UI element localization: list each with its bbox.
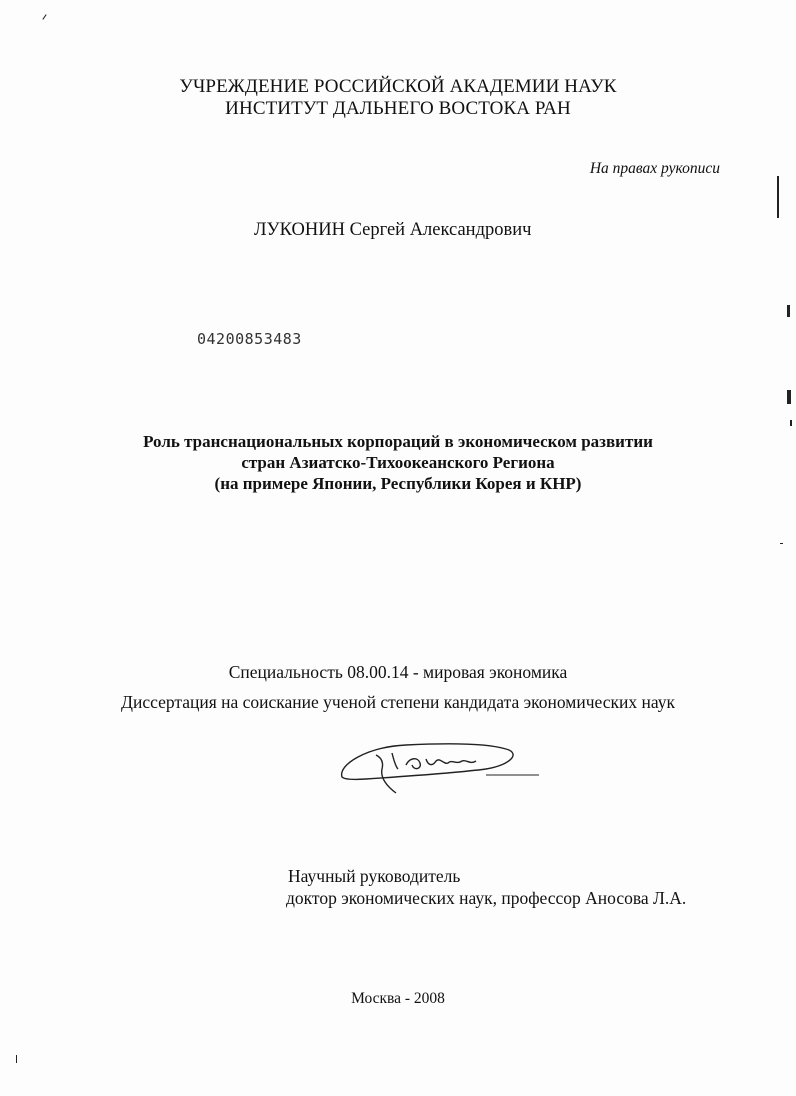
scan-mark-right-5 bbox=[780, 543, 783, 544]
rights-note: На правах рукописи bbox=[589, 160, 720, 177]
degree-line: Диссертация на соискание ученой степени кандидата экономических наук bbox=[121, 692, 675, 712]
scan-mark-bottom-left bbox=[16, 1055, 17, 1063]
author-name: ЛУКОНИН Сергей Александрович bbox=[254, 220, 532, 240]
scan-mark-right-2 bbox=[787, 305, 790, 317]
title-line-3: (на примере Японии, Республики Корея и КНР) bbox=[214, 474, 582, 493]
advisor-label: Научный руководитель bbox=[288, 866, 461, 886]
title-line-2: стран Азиатско-Тихоокеанского Региона bbox=[241, 453, 555, 472]
advisor-name: доктор экономических наук, профессор Аносова Л.А. bbox=[286, 888, 687, 908]
catalog-code: 04200853483 bbox=[197, 330, 302, 348]
scan-mark-top-left bbox=[42, 14, 46, 19]
signature-image bbox=[336, 735, 541, 797]
scan-mark-right-4 bbox=[790, 420, 792, 426]
organization-line-2: ИНСТИТУТ ДАЛЬНЕГО ВОСТОКА РАН bbox=[225, 98, 571, 119]
specialty-line: Специальность 08.00.14 - мировая экономика bbox=[228, 662, 568, 682]
title-line-1: Роль транснациональных корпораций в экономическом развитии bbox=[143, 432, 653, 451]
organization-line-1: УЧРЕЖДЕНИЕ РОССИЙСКОЙ АКАДЕМИИ НАУК bbox=[179, 76, 617, 97]
scan-mark-right-3 bbox=[787, 390, 791, 404]
city-year: Москва - 2008 bbox=[351, 990, 445, 1007]
scan-mark-right-1 bbox=[777, 176, 779, 218]
